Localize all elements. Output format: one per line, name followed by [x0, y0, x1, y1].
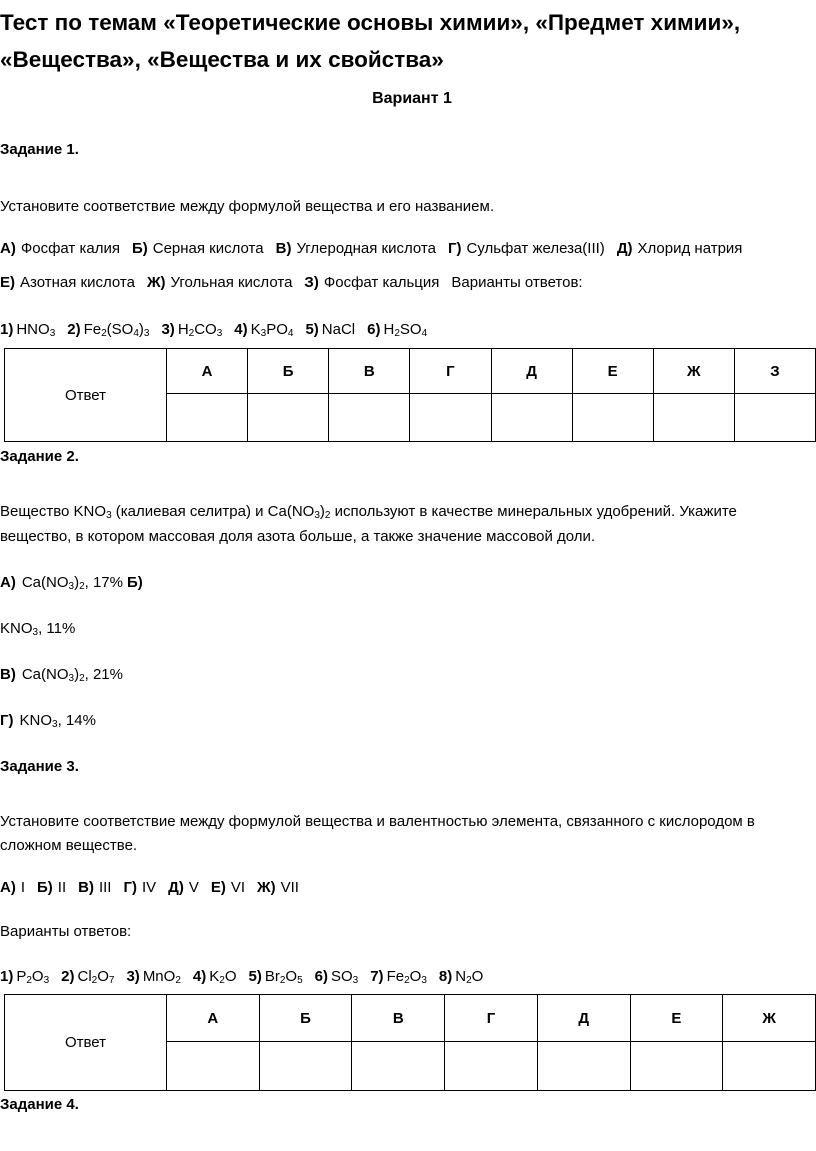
- subscript: 4: [133, 328, 139, 339]
- option-text: V: [188, 879, 199, 896]
- option-text: Хлорид натрия: [637, 240, 743, 257]
- formula-text: KNO: [0, 620, 33, 637]
- name-option: [276, 240, 436, 257]
- task1-prompt: Установите соответствие между формулой вещества и его названием.: [0, 198, 494, 215]
- option-letter: В): [78, 879, 94, 896]
- column-header: Г: [445, 995, 538, 1042]
- subscript: 5: [297, 975, 303, 986]
- subscript: 3: [352, 975, 359, 986]
- answer-cell[interactable]: [259, 1042, 352, 1091]
- subscript: 2: [466, 975, 472, 986]
- formula-number: 6): [314, 968, 328, 985]
- subscript: 3: [49, 328, 56, 339]
- task3-heading: Задание 3.: [0, 758, 79, 775]
- formula-text: N: [455, 968, 467, 985]
- formula-text: ): [138, 321, 144, 338]
- formula-number: 1): [0, 321, 14, 338]
- answer-cell[interactable]: [248, 394, 329, 442]
- option-text: Фосфат кальция: [323, 274, 440, 291]
- task1-names-row1: [0, 239, 754, 259]
- formula-text: , 11%: [38, 620, 76, 637]
- option-text: Углеродная кислота: [296, 240, 436, 257]
- task1-names-row2: [0, 273, 583, 293]
- task2-option-a: [0, 573, 143, 593]
- column-header: Г: [410, 349, 491, 394]
- column-header: Ж: [653, 349, 734, 394]
- option-letter: Г): [447, 240, 462, 257]
- formula-option: [193, 968, 237, 985]
- task2-option-d: [0, 711, 96, 731]
- formula-text: O: [97, 968, 109, 985]
- task3-answer-table: [4, 994, 816, 1091]
- formula-number: 8): [438, 968, 453, 985]
- column-header: Е: [572, 349, 653, 394]
- option-letter: Е): [210, 879, 226, 896]
- task3-prompt-line1: Установите соответствие между формулой вещества и валентностью элемента, связанного с кислородом в: [0, 813, 755, 830]
- answer-cell[interactable]: [630, 1042, 723, 1091]
- option-text: Серная кислота: [152, 240, 264, 257]
- answer-cell[interactable]: [167, 394, 248, 442]
- column-header: А: [167, 995, 260, 1042]
- formula-text: SO: [330, 968, 353, 985]
- valence-option: [37, 879, 66, 896]
- subscript: 3: [216, 328, 223, 339]
- name-option: [617, 240, 743, 257]
- formula-text: O: [471, 968, 484, 985]
- option-letter: В): [0, 666, 16, 683]
- column-header: З: [734, 349, 815, 394]
- formula-text: используют в качестве минеральных удобрений. Укажите: [330, 503, 737, 520]
- formula-text: Fe: [386, 968, 405, 985]
- formula-text: SO: [399, 321, 422, 338]
- task4-heading: Задание 4.: [0, 1096, 79, 1113]
- formula-text: (калиевая селитра) и Ca(NO: [111, 503, 315, 520]
- task1-heading: Задание 1.: [0, 141, 79, 158]
- subscript: 2: [101, 328, 107, 339]
- formula-text: Cl: [77, 968, 92, 985]
- formula-number: 5): [305, 321, 319, 338]
- option-letter: З): [304, 274, 319, 291]
- subscript: 2: [324, 510, 331, 521]
- option-letter: Г): [123, 879, 137, 896]
- task1-formulas: [0, 320, 439, 340]
- option-letter: Г): [0, 712, 14, 729]
- formula-text: Вещество KNO: [0, 503, 107, 520]
- column-header: В: [352, 995, 445, 1042]
- formula-option: [0, 968, 49, 985]
- answer-cell[interactable]: [723, 1042, 816, 1091]
- formula-text: Ca(NO: [21, 666, 69, 683]
- column-header: Д: [537, 995, 630, 1042]
- formula-text: MnO: [142, 968, 176, 985]
- subscript: 3: [106, 510, 112, 521]
- column-header: Д: [491, 349, 572, 394]
- option-text: VI: [230, 879, 246, 896]
- formula-text: O: [224, 968, 237, 985]
- subscript: 2: [175, 975, 181, 986]
- subscript: 2: [279, 975, 286, 986]
- column-header: Ж: [723, 995, 816, 1042]
- option-letter: Б): [37, 879, 53, 896]
- task2-option-c: [0, 665, 123, 685]
- formula-text: O: [285, 968, 298, 985]
- formula-text: , 14%: [57, 712, 96, 729]
- task3-valences: [0, 878, 311, 898]
- valence-option: [78, 879, 111, 896]
- formula-number: 5): [248, 968, 262, 985]
- formula-option: [248, 968, 302, 985]
- subscript: 2: [79, 673, 85, 684]
- name-option: [448, 240, 605, 257]
- formula-number: 7): [370, 968, 384, 985]
- formula-number: 1): [0, 968, 14, 985]
- formula-text: (SO: [106, 321, 134, 338]
- formula-text: ): [319, 503, 325, 520]
- formula-text: Br: [264, 968, 280, 985]
- subscript: 2: [404, 975, 410, 986]
- answer-cell[interactable]: [537, 1042, 630, 1091]
- name-option: [147, 274, 292, 291]
- subscript: 3: [52, 719, 58, 730]
- formula-text: P: [16, 968, 27, 985]
- formula-text: , 21%: [84, 666, 123, 683]
- formula-option: [439, 968, 483, 985]
- subscript: 7: [108, 975, 115, 986]
- formula-text: H: [177, 321, 189, 338]
- subscript: 3: [314, 510, 320, 521]
- option-letter: Д): [168, 879, 184, 896]
- formula-text: ): [74, 666, 80, 683]
- variant-heading: Вариант 1: [372, 90, 452, 107]
- task3-formulas: [0, 967, 495, 987]
- option-text: Фосфат калия: [20, 240, 120, 257]
- formula-option: [0, 321, 55, 338]
- task2-heading: Задание 2.: [0, 448, 79, 465]
- formula-text: CO: [194, 321, 217, 338]
- column-header: Б: [259, 995, 352, 1042]
- option-letter: Е): [0, 274, 15, 291]
- formula-text: ): [74, 574, 80, 591]
- task3-prompt-line2: сложном веществе.: [0, 837, 138, 854]
- subscript: 2: [91, 975, 98, 986]
- option-letter: А): [0, 240, 16, 257]
- subscript: 3: [68, 581, 75, 592]
- formula-text: Fe: [83, 321, 102, 338]
- formula-option: [315, 968, 359, 985]
- subscript: 2: [188, 328, 195, 339]
- subscript: 4: [421, 328, 428, 339]
- answer-cell[interactable]: [410, 394, 491, 442]
- column-header: В: [329, 349, 410, 394]
- answer-cell[interactable]: [653, 394, 734, 442]
- formula-text: KNO: [19, 712, 53, 729]
- option-text: VII: [280, 879, 299, 896]
- formula-number: 2): [61, 968, 75, 985]
- option-letter: Д): [616, 240, 633, 257]
- answer-cell[interactable]: [329, 394, 410, 442]
- formula-option: [234, 321, 293, 338]
- option-text: II: [57, 879, 67, 896]
- page-title: Тест по темам «Теоретические основы химии», «Предмет химии», «Вещества», «Вещества и их свойства»: [0, 10, 741, 72]
- formula-number: 4): [192, 968, 207, 985]
- answer-row-label: Ответ: [5, 995, 167, 1091]
- valence-option: [123, 879, 156, 896]
- formula-text: HNO: [16, 321, 50, 338]
- formula-text: NaCl: [321, 321, 356, 338]
- option-text: I: [20, 879, 25, 896]
- valence-option: [168, 879, 199, 896]
- formula-text: O: [31, 968, 44, 985]
- option-letter: Б): [126, 574, 143, 591]
- option-letter: Ж): [146, 274, 166, 291]
- answer-cell[interactable]: [491, 394, 572, 442]
- formula-option: [161, 321, 222, 338]
- answer-cell[interactable]: [352, 1042, 445, 1091]
- formula-number: 4): [234, 321, 248, 338]
- subscript: 3: [421, 975, 427, 986]
- column-header: Б: [248, 349, 329, 394]
- task3-answers-label: Варианты ответов:: [0, 923, 132, 940]
- subscript: 3: [68, 673, 75, 684]
- formula-text: O: [409, 968, 422, 985]
- answers-label: Варианты ответов:: [451, 274, 583, 291]
- subscript: 3: [143, 328, 150, 339]
- name-option: [0, 274, 135, 291]
- formula-number: 3): [126, 968, 140, 985]
- answer-cell[interactable]: [445, 1042, 538, 1091]
- answer-row-label: Ответ: [5, 349, 167, 442]
- option-text: Угольная кислота: [170, 274, 293, 291]
- formula-text: K: [209, 968, 220, 985]
- formula-number: 6): [367, 321, 381, 338]
- task2-prompt-line1: [0, 502, 737, 522]
- option-letter: В): [275, 240, 292, 257]
- formula-number: 3): [161, 321, 175, 338]
- task1-answer-table: [4, 348, 816, 442]
- task2-prompt-line2: вещество, в котором массовая доля азота больше, а также значение массовой доли.: [0, 528, 596, 545]
- name-option: [304, 274, 439, 291]
- option-letter: Б): [131, 240, 148, 257]
- subscript: 4: [287, 328, 294, 339]
- subscript: 3: [260, 328, 267, 339]
- formula-option: [61, 968, 114, 985]
- valence-option: [211, 879, 245, 896]
- option-text: III: [98, 879, 112, 896]
- name-option: [0, 240, 120, 257]
- subscript: 3: [43, 975, 50, 986]
- column-header: Е: [630, 995, 723, 1042]
- subscript: 2: [219, 975, 225, 986]
- answer-cell[interactable]: [167, 1042, 260, 1091]
- option-text: IV: [141, 879, 157, 896]
- subscript: 2: [79, 581, 85, 592]
- name-option: [132, 240, 264, 257]
- formula-option: [367, 321, 427, 338]
- option-letter: Ж): [257, 879, 276, 896]
- option-text: Азотная кислота: [20, 274, 135, 291]
- valence-option: [257, 879, 299, 896]
- column-header: А: [167, 349, 248, 394]
- subscript: 2: [26, 975, 32, 986]
- formula-option: [305, 321, 355, 338]
- formula-option: [370, 968, 427, 985]
- formula-text: , 17%: [84, 574, 123, 591]
- task2-option-b: [0, 619, 75, 639]
- option-letter: А): [0, 574, 16, 591]
- formula-option: [126, 968, 180, 985]
- valence-option: [0, 879, 25, 896]
- formula-text: K: [250, 321, 261, 338]
- formula-number: 2): [67, 321, 81, 338]
- formula-text: H: [383, 321, 395, 338]
- formula-text: PO: [266, 321, 288, 338]
- answer-cell[interactable]: [572, 394, 653, 442]
- option-letter: А): [0, 879, 16, 896]
- subscript: 2: [394, 328, 400, 339]
- formula-text: Ca(NO: [21, 574, 69, 591]
- subscript: 3: [32, 627, 39, 638]
- answer-cell[interactable]: [734, 394, 815, 442]
- formula-option: [67, 321, 149, 338]
- option-text: Сульфат железа(III): [466, 240, 605, 257]
